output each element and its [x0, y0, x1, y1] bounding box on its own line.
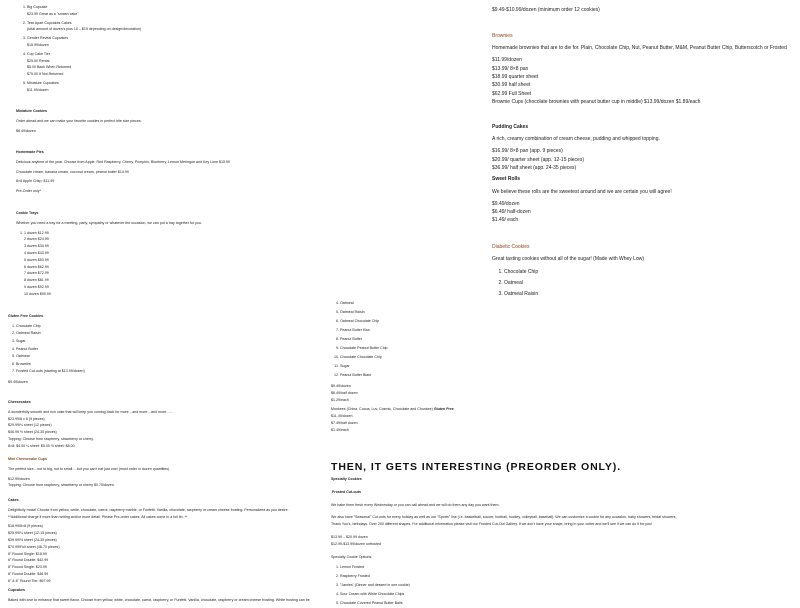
- cutouts-desc-2: We also have "Seasonal" Cut-outs for every holiday as well as our "Sports" line (i.e. basketball, soccer, football, hockey, volleyball, baseball). We can customize a cookie for any occasion, baby showers, bridal showers, Thank You's, birthdays. Over 200 different shapes. For additional information please visit our Frosted Cut-Out Gallery. If we don't have your shape, bring in your cutter and we'll see if we can do it for you!: [331, 515, 677, 527]
- interesting-banner: THEN, IT GETS INTERESTING (PREORDER ONLY).: [331, 461, 622, 473]
- gluten-free-section: [8, 313, 208, 386]
- list-item: 4. Oatmeal: [340, 299, 531, 308]
- list-item: 5. Oatmeal: [16, 353, 208, 361]
- monkees-prices: [331, 413, 531, 433]
- section-heading: Mini Cheesecake Cups: [8, 457, 47, 461]
- specialty-options-list: [331, 563, 686, 608]
- item-detail: $25.00 Rental: [27, 58, 50, 63]
- cutouts-desc-1: We bake them fresh every Wednesday or you can call ahead and we will do them any day you want them.: [331, 502, 500, 507]
- list-item: [27, 80, 318, 94]
- brownies-section: [492, 32, 797, 106]
- item-detail: $11.99/dozen: [27, 87, 49, 92]
- pudding-prices: [492, 147, 797, 172]
- sweet-rolls-heading: Sweet Rolls: [492, 176, 521, 183]
- brownie-prices: [492, 56, 797, 106]
- price: $8.49/dozen: [16, 128, 36, 133]
- price-line: $6.49/ half-dozen: [492, 209, 531, 215]
- price-line: $1.49/each: [331, 427, 349, 432]
- price-line: $36.99/ half sheet (app. 24-35 pieces): [492, 165, 577, 171]
- list-item: 3. Sugar: [16, 338, 208, 346]
- price-line: 6" Round Single: $18.99: [8, 551, 47, 556]
- cookie-prices: [331, 383, 531, 403]
- cutouts-prices: [331, 534, 686, 548]
- list-item: 11. Sugar: [340, 362, 531, 371]
- cheesecakes-section: [8, 399, 208, 450]
- price-line: $11.99/dozen: [492, 57, 522, 64]
- list-item: 5. Chocolate Covered Peanut Butter Balls: [340, 599, 686, 608]
- list-item: 12. Peanut Butter Blast: [340, 371, 531, 380]
- price-line: 8" Round Double: $46.99: [8, 571, 49, 576]
- list-item: 7. Peanut Butter Kiss: [340, 326, 531, 335]
- gluten-free-list: [8, 323, 208, 376]
- item-title: 1. Big Cupcake: [27, 5, 48, 9]
- tray-price: 8 dozen $81.99: [24, 278, 49, 283]
- price-line: $29.99/¼ sheet (12 pieces): [8, 423, 52, 428]
- frosted-cutouts-heading: Frosted Cut-outs: [332, 489, 361, 494]
- list-item: 1. Lemon Frosted: [340, 563, 686, 572]
- cupcake-specials-list: [18, 4, 318, 94]
- list-item: 2. Oatmeal: [504, 278, 797, 289]
- item-title: 5. Miniature Cupcakes: [27, 80, 59, 85]
- section-note: **Additional charge if more than writing and/or more detail. Please Pre-order cakes. All cakes come in a foil tin. **: [8, 514, 188, 519]
- list-item: 2. Oatmeal Raisin: [16, 330, 208, 338]
- price-line: $1.49/ each: [492, 217, 519, 224]
- section-heading: Gluten Free Cookies: [8, 314, 43, 318]
- miniature-cookies-section: [16, 108, 316, 134]
- price-line: $20.99/ quarter sheet (app. 12-15 pieces): [492, 156, 585, 163]
- section-heading: Diabetic Cookies: [492, 244, 530, 250]
- item-detail: (total amount of dozen's plus 10 – $15 depending on design/decoration): [27, 27, 142, 32]
- section-desc: Great tasting cookies without all of the sugar! (Made with Whey Low): [492, 256, 645, 263]
- cheesecake-prices: [8, 416, 208, 450]
- price-line: $18.99 quarter sheet: [492, 74, 539, 80]
- section-desc: A rich, creamy combination of cream cheese, pudding and whipped topping.: [492, 136, 660, 143]
- diabetic-list: [492, 267, 797, 299]
- cupcake-specials: [18, 4, 318, 96]
- price-line: 6" Round Double: $42.99: [8, 558, 49, 563]
- price-line: $16.99/ 8×8 pan (app. 9 pieces): [492, 148, 563, 155]
- sweet-rolls-desc: We believe these rolls are the sweetest around and we are certain you will agree!: [492, 188, 672, 195]
- section-heading: Cookie Trays: [16, 211, 39, 215]
- price-line: $25.99/¼ sheet (12-15 pieces): [8, 531, 57, 536]
- section-heading: Cupcakes: [8, 588, 25, 592]
- price-line: 6" & 8" Round Tier: $67.99: [8, 578, 51, 583]
- cakes-section: [8, 497, 323, 585]
- section-desc: Baked with love to enhance that sweet flavor. Choose from yellow, white, chocolate, carrot, raspberry, or Funfetti. Vanilla, chocolate, raspberry or cream cheese frosting. White frosting can be: [8, 597, 310, 602]
- list-item: [27, 4, 318, 18]
- list-item: [27, 51, 318, 78]
- list-item: 7. Frosted Cut-outs (starting at $13.99/dozen): [16, 368, 208, 376]
- price-line: $9.49/dozen: [492, 200, 520, 207]
- item-detail: $75.00 If Not Returned: [27, 72, 64, 77]
- list-item: 3. "Jamies" (Dinner and dessert in one cookie): [340, 581, 686, 590]
- price-line: $12.99-$13.99/dozen unfrosted: [331, 541, 381, 546]
- price-line: Brownie Cups (chocolate brownies with peanut butter cup in middle) $13.99/dozen $1.89/each: [492, 98, 701, 105]
- list-item: 10. Chocolate Chocolate Chip: [340, 353, 531, 362]
- price-line: $30.99 half sheet: [492, 82, 531, 89]
- section-desc: The perfect size…not to big, not to small….but you can't eat just one! (must order in dozen quantities): [8, 466, 170, 471]
- section-heading: Pudding Cakes: [492, 124, 529, 130]
- item-detail: $5.00 Back When Returned: [27, 65, 72, 70]
- options-heading: Specialty Cookie Options:: [331, 554, 373, 559]
- cookie-flavors: [331, 299, 531, 434]
- section-desc: Whether you need a tray for a meeting, party, sympathy or whatever the occasion, we can put a tray together for you.: [16, 220, 202, 225]
- tray-price: 5 dozen $53.99: [24, 257, 49, 262]
- diabetic-cookies-section: [492, 243, 797, 299]
- tray-price: 4 dozen $43.99: [24, 250, 49, 255]
- price-line: $13.99 – $20.99 dozen: [331, 534, 368, 539]
- price-line: $46.99 ½ sheet (24-35 pieces): [8, 430, 57, 435]
- price-line: $18.99/8×8 (9 pieces): [8, 524, 43, 529]
- price: $9.49/dozen: [8, 379, 28, 384]
- mini-cheesecake-section: [8, 456, 208, 489]
- section-heading: Brownies: [492, 33, 513, 39]
- cupcakes-section: [8, 587, 323, 604]
- price-line: $13.99/ 8×8 pan: [492, 65, 529, 72]
- section-desc: Delightfully moist! Choose from yellow, white, chocolate, carrot, raspberry marble, or Funfetti. Vanilla, chocolate, raspberry or cream cheese frosting. Personalized as you desire.: [8, 507, 289, 512]
- price-line: $6.49/half dozen: [331, 390, 358, 395]
- section-heading: Cheesecakes: [8, 400, 31, 404]
- price-line: $11.49/dozen: [331, 414, 353, 419]
- tray-price: 10 dozen $99.99: [24, 291, 51, 296]
- list-item: 5. Oatmeal Raisin: [340, 308, 531, 317]
- section-desc: Order ahead and we can make your favorite cookies in perfect bite size pieces.: [16, 118, 142, 123]
- list-item: 4. Sour Cream with White Chocolate Chips: [340, 590, 686, 599]
- price-line: $39.99/½ sheet (24-35 pieces): [8, 537, 57, 542]
- item-title: 4. Cup Cake Tier: [27, 51, 50, 56]
- cream-pies: Chocolate cream, banana cream, coconut cream, peanut butter $14.99: [16, 169, 129, 174]
- price-line: $7.49/half dozen: [331, 420, 358, 425]
- tray-price: 6 dozen $62.99: [24, 264, 49, 269]
- gluten-free-badge: Gluten Free: [433, 407, 454, 412]
- price-line: $12.99/dozen: [8, 476, 30, 481]
- list-item: 2. Raspberry Frosted: [340, 572, 686, 581]
- list-item: 6. Brownies: [16, 361, 208, 369]
- cake-prices: [8, 523, 323, 584]
- tray-price: 2 dozen $24.99: [24, 237, 49, 242]
- item-detail: $15.99/dozen: [27, 42, 49, 47]
- price-line: $23.99/8 x 8 (9 pieces): [8, 416, 45, 421]
- pies-section: [16, 149, 316, 195]
- section-heading: Homemade Pies: [16, 150, 44, 154]
- tray-price: 7 dozen $72.99: [24, 271, 49, 276]
- price: $9.49-$10.99/dozen (minimum order 12 cookies): [492, 7, 600, 13]
- list-item: [27, 20, 318, 34]
- list-item: 3. Oatmeal Raisin: [504, 289, 797, 300]
- apple-crisp: 8×8 Apple Crisp: $11.99: [16, 179, 55, 184]
- list-item: 1. Chocolate Chip: [16, 323, 208, 331]
- mini-cheesecake-prices: [8, 476, 208, 490]
- list-item: 1. Chocolate Chip: [504, 267, 797, 278]
- sweet-roll-prices: [492, 200, 797, 225]
- right-top-price: [492, 6, 797, 15]
- preorder-note: Pre-Order only*: [16, 189, 41, 194]
- section-desc: Homemade brownies that are to die for. Plain, Chocolate Chip, Nut, Peanut Butter, M&M, Peanut Butter Chip, Butterscotch or Frosted: [492, 45, 787, 52]
- monkees: [331, 406, 531, 413]
- price-line: $9.49/dozen: [331, 384, 351, 388]
- tray-price-list: [16, 230, 316, 298]
- specialty-cookies-section: [331, 476, 686, 608]
- price-line: Topping: Choose from raspberry, strawberry or cherry.: [8, 436, 94, 441]
- section-heading: Specialty Cookies: [331, 477, 362, 481]
- section-desc: A wonderfully smooth and rich cake that will keep you coming back for more…and more…and more……: [8, 409, 174, 414]
- monkees-text: Monkees (China, Cocoa, Luv, Cosmic, Chocolate and Chunkee): [331, 407, 434, 412]
- price-line: $62.99 Full Sheet: [492, 90, 532, 97]
- price-line: Topping: Choose from raspberry, strawberry or cherry $0.75/dozen: [8, 483, 114, 488]
- pudding-cakes-section: [492, 123, 797, 225]
- list-item: 4. Peanut Butter: [16, 346, 208, 354]
- list-item: 9. Chocolate Peanut Butter Chip: [340, 344, 531, 353]
- list-item: 6. Oatmeal Chocolate Chip: [340, 317, 531, 326]
- item-title: 3. Gender Reveal Cupcakes: [27, 36, 69, 41]
- price-line: 8" Round Single: $23.99: [8, 565, 47, 570]
- cookie-trays-section: [16, 210, 316, 298]
- list-item: 8. Peanut Butter: [340, 335, 531, 344]
- item-title: 2. Tear Apart Cupcakes Cakes: [27, 20, 72, 25]
- price-line: $70.99/Full sheet (48-70 pieces): [8, 544, 60, 549]
- tray-price: 9 dozen $92.99: [24, 284, 49, 289]
- item-detail: $23.99 Great as a "smash cake": [27, 11, 79, 16]
- section-desc: Delicious anytime of the year. Choose from Apple, Red Raspberry, Cherry, Pumpkin, Blueberry, Lemon Meringue and Key Lime $15.99: [16, 159, 230, 164]
- section-heading: Miniature Cookies: [16, 109, 47, 113]
- list-item: [27, 35, 318, 49]
- price-line: $1.29/each: [331, 397, 349, 402]
- cookie-flavor-list: [331, 299, 531, 380]
- tray-price: 3 dozen $34.99: [24, 244, 49, 249]
- tray-price: 1. 1 dozen $12.99: [20, 230, 49, 235]
- section-heading: Cakes: [8, 498, 19, 502]
- price-line: 8×8: $4.00 ¼ sheet: $5.00 ½ sheet: $8.00: [8, 443, 75, 448]
- tray-list: [20, 230, 316, 298]
